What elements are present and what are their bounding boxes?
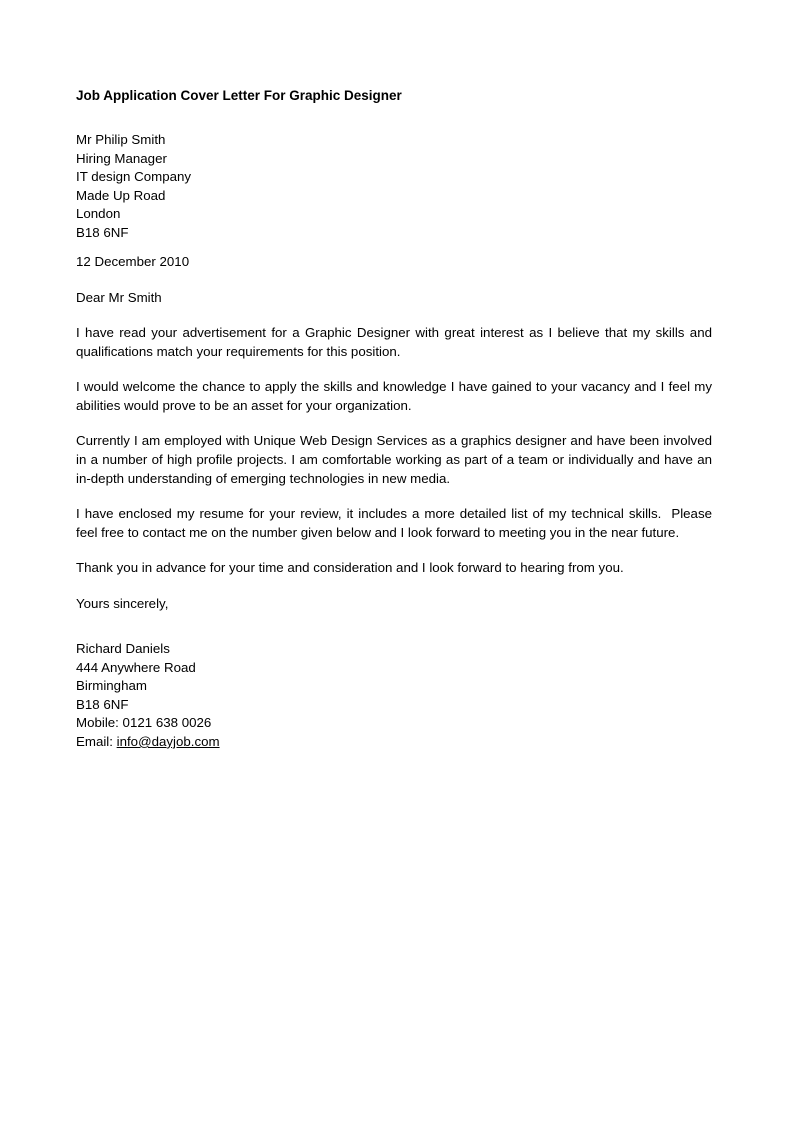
recipient-postcode: B18 6NF	[76, 224, 129, 240]
recipient-street: Made Up Road	[76, 187, 166, 203]
body-paragraph: I would welcome the chance to apply the skills and knowledge I have gained to your vacancy and I feel my abilities would prove to be an asset for your organization.	[76, 379, 716, 413]
recipient-name: Mr Philip Smith	[76, 132, 166, 147]
body-paragraph: I have enclosed my resume for your review, it includes a more detailed list of my technical skills. Please feel free to contact me on the number given below and I look forward to meeting you in the near future.	[76, 506, 716, 540]
body-paragraph: Thank you in advance for your time and consideration and I look forward to hearing from you.	[76, 560, 624, 576]
letter-date: 12 December 2010	[76, 254, 190, 269]
sender-city: Birmingham	[76, 678, 147, 694]
sender-signature-block	[76, 640, 712, 751]
email-label: Email:	[76, 733, 117, 749]
sender-name: Richard Daniels	[76, 641, 170, 657]
email-link[interactable]: info@dayjob.com	[116, 733, 220, 749]
recipient-job-title: Hiring Manager	[76, 150, 167, 166]
body-paragraph: Currently I am employed with Unique Web Design Services as a graphics designer and have been involved in a number of high profile projects. I am comfortable working as part of a team or individually and have an in-depth understanding of emerging technologies in new media.	[76, 433, 716, 486]
body-paragraph: I have read your advertisement for a Graphic Designer with great interest as I believe that my skills and qualifications match your requirements for this position.	[76, 325, 716, 359]
sender-street: 444 Anywhere Road	[76, 659, 196, 675]
recipient-city: London	[76, 206, 121, 221]
recipient-company: IT design Company	[76, 169, 192, 184]
closing: Yours sincerely,	[76, 595, 169, 611]
sender-postcode: B18 6NF	[76, 696, 129, 712]
page-title: Job Application Cover Letter For Graphic Designer	[76, 88, 402, 103]
sender-email-line	[76, 733, 712, 752]
recipient-address-block	[76, 131, 712, 242]
salutation: Dear Mr Smith	[76, 289, 162, 305]
sender-mobile: Mobile: 0121 638 0026	[76, 715, 212, 731]
